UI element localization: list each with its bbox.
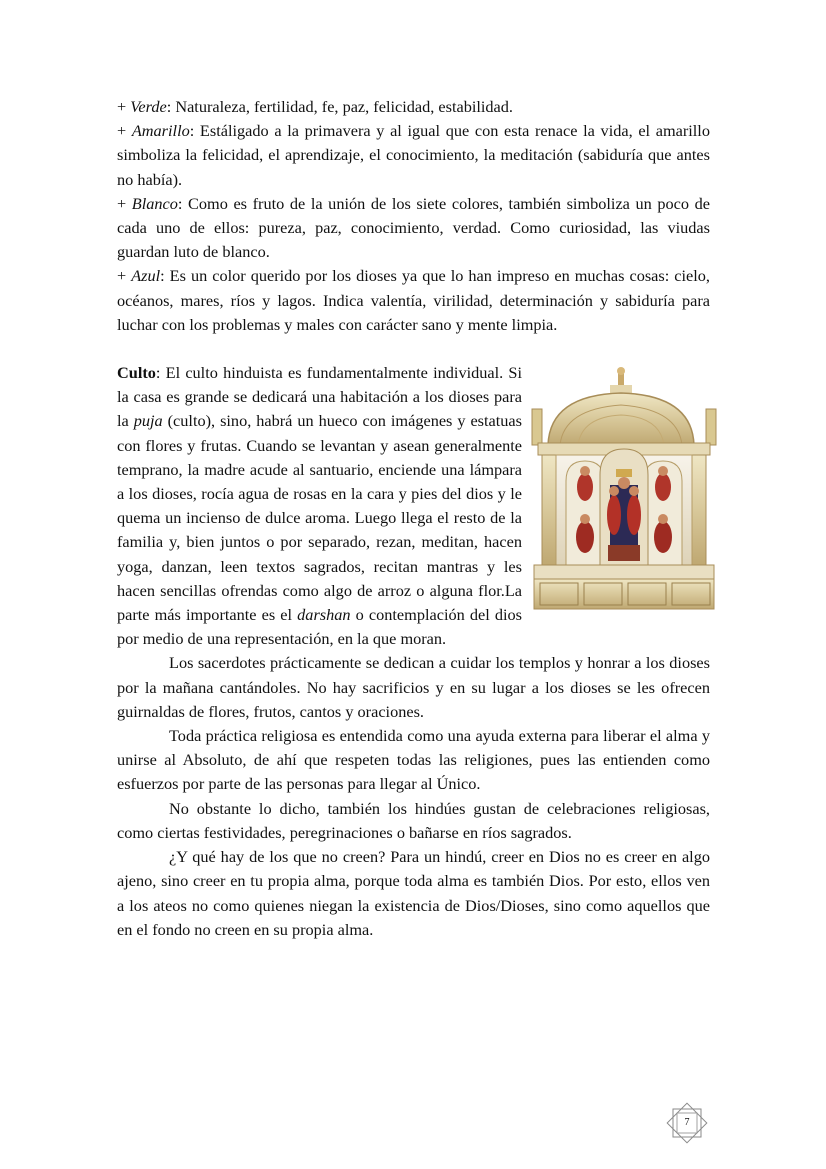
paragraph-sacerdotes: Los sacerdotes prácticamente se dedican a cuidar los templos y honrar a los dioses por la mañana cantándoles. No hay sacrificios y en su lugar a los dioses se les ofrecen guirnaldas de flores, frutos, cantos y oraciones. (117, 653, 710, 721)
paragraph-gap (117, 337, 710, 361)
shrine-image (530, 365, 718, 615)
paragraph-celebraciones: No obstante lo dicho, también los hindúes gustan de celebraciones religiosas, como ciertas festividades, peregrinaciones o bañarse en ríos sagrados. (117, 798, 710, 842)
culto-term-darshan: darshan (297, 605, 351, 625)
color-description: : Estáligado a la primavera y al igual que con esta renace la vida, el amarillo simboliza la felicidad, el aprendizaje, el conocimiento, la meditación (sabiduría que antes no había). (117, 121, 710, 189)
color-item-amarillo: + Amarillo: Estáligado a la primavera y al igual que con esta renace la vida, el amarillo simboliza la felicidad, el aprendizaje, el conocimiento, la meditación (sabiduría que antes no había). (117, 121, 710, 189)
color-term: Verde (130, 97, 167, 116)
culto-heading: Culto (117, 363, 156, 383)
culto-text-2: (culto), sino, habrá un hueco con imágenes y estatuas con flores y frutas. Cuando se levantan y asean generalmente temprano, la madre acude al santuario, enciende una lámpara a los dioses, rocía agua de rosas en la cara y pies del dios y le quema un incienso de dulce aroma. Luego llega el resto de la familia y, bien juntos o por separado, rezan, meditan, hacen yoga, danzan, leen textos sagrados, recitan mantras y les hacen sencillas ofrendas como algo de arroz o alguna flor.La parte más importante es el (117, 411, 522, 625)
color-description: : Como es fruto de la unión de los siete colores, también simboliza un poco de cada uno de ellos: pureza, paz, conocimiento, verdad. Como curiosidad, las viudas guardan luto de blanco. (117, 193, 710, 262)
culto-text-3: o contemplación del dios por medio de una representación, en la que moran. (117, 605, 522, 649)
page-body (117, 95, 710, 942)
page-number: 7 (684, 1117, 690, 1128)
culto-text-1: : El culto hinduista es fundamentalmente individual. Si la casa es grande se dedicará una habitación a los dioses para la (117, 363, 522, 431)
color-item-azul: + Azul: Es un color querido por los dioses ya que lo han impreso en muchas cosas: cielo, océanos, mares, ríos y lagos. Indica valentía, virilidad, determinación y sabiduría para luchar con los problemas y males con carácter sano y mente limpia. (117, 266, 710, 334)
color-item-verde: + Verde: Naturaleza, fertilidad, fe, paz, felicidad, estabilidad. (117, 97, 513, 116)
color-term: Azul (131, 266, 161, 286)
culto-paragraph (117, 361, 710, 651)
culto-term-puja: puja (133, 411, 163, 431)
color-description: : Es un color querido por los dioses ya que lo han impreso en muchas cosas: cielo, océanos, mares, ríos y lagos. Indica valentía, virilidad, determinación y sabiduría para luchar con los problemas y males con carácter sano y mente limpia. (117, 266, 710, 334)
color-term: Blanco (131, 193, 178, 213)
color-item-blanco: + Blanco: Como es fruto de la unión de los siete colores, también simboliza un poco de cada uno de ellos: pureza, paz, conocimiento, verdad. Como curiosidad, las viudas guardan luto de blanco. (117, 193, 710, 262)
page-number-badge (664, 1100, 710, 1146)
color-term: Amarillo (131, 121, 190, 141)
paragraph-ateos: ¿Y qué hay de los que no creen? Para un hindú, creer en Dios no es creer en algo ajeno, sino creer en tu propia alma, porque toda alma es también Dios. Por esto, ellos ven a los ateos no como quienes niegan la existencia de Dios/Dioses, sino como aquellos que en el fondo no creen en su propia alma. (117, 847, 710, 939)
color-description: : Naturaleza, fertilidad, fe, paz, felicidad, estabilidad. (166, 97, 513, 116)
paragraph-practica: Toda práctica religiosa es entendida como una ayuda externa para liberar el alma y unirse al Absoluto, de ahí que respeten todas las religiones, pues las entienden como esfuerzos por parte de las personas para llegar al Único. (117, 726, 710, 794)
